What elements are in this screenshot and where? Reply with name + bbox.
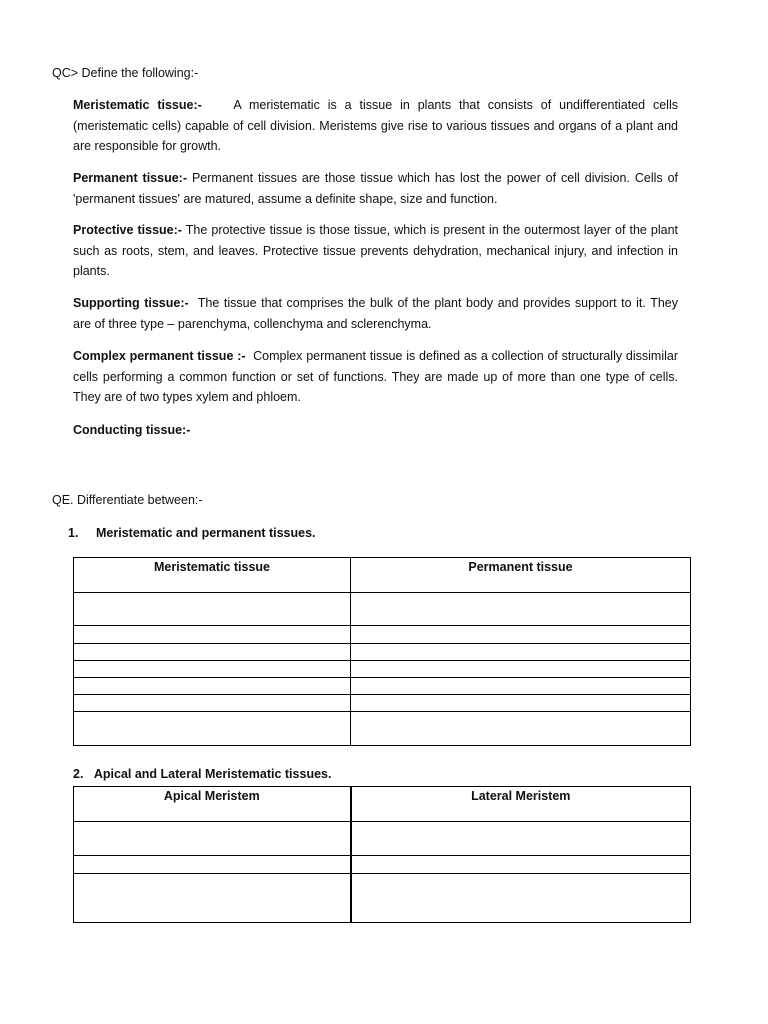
table2-cell[interactable] xyxy=(351,856,691,874)
table2-cell[interactable] xyxy=(74,874,351,923)
term-protective: Protective tissue:- xyxy=(73,223,182,237)
qe-item-1-title xyxy=(68,526,316,540)
table2-header-lateral: Lateral Meristem xyxy=(351,787,691,822)
table1-cell[interactable] xyxy=(351,661,691,678)
definition-conducting xyxy=(73,420,678,441)
qc-heading: QC> Define the following:- xyxy=(52,66,199,80)
definition-text-meristematic: A meristematic is a tissue in plants that consists of undifferentiated cells (meristematic cells) capable of cell division. Meristems give rise to various tissues and organs of a plant and are responsible for growth. xyxy=(73,98,678,153)
qe-heading: QE. Differentiate between:- xyxy=(52,493,203,507)
apical-vs-lateral-table xyxy=(73,786,691,923)
table1-cell[interactable] xyxy=(351,678,691,695)
table1-cell[interactable] xyxy=(74,661,351,678)
table2-cell[interactable] xyxy=(74,822,351,856)
definition-text-permanent: Permanent tissues are those tissue which has lost the power of cell division. Cells of 'permanent tissues' are matured, assume a definite shape, size and function. xyxy=(73,171,678,206)
table1-header-meristematic: Meristematic tissue xyxy=(74,558,351,593)
definition-text-complex-permanent: Complex permanent tissue is defined as a collection of structurally dissimilar cells performing a common function or set of functions. They are made up of more than one type of cells. They are of two types xylem and phloem. xyxy=(73,349,678,404)
definition-meristematic xyxy=(73,95,678,157)
qe-item-1-text: Meristematic and permanent tissues. xyxy=(96,526,316,540)
table1-cell[interactable] xyxy=(351,593,691,626)
table2-header-apical: Apical Meristem xyxy=(74,787,351,822)
table2-cell[interactable] xyxy=(351,822,691,856)
definition-complex-permanent xyxy=(73,346,678,408)
table1-cell[interactable] xyxy=(351,712,691,746)
table1-cell[interactable] xyxy=(74,593,351,626)
term-meristematic: Meristematic tissue:- xyxy=(73,98,202,112)
table1-cell[interactable] xyxy=(74,712,351,746)
meristematic-vs-permanent-table xyxy=(73,557,691,746)
definition-supporting xyxy=(73,293,678,334)
table1-header-permanent: Permanent tissue xyxy=(351,558,691,593)
qe-item-2-text: Apical and Lateral Meristematic tissues. xyxy=(93,767,332,781)
definition-protective xyxy=(73,220,678,282)
table1-cell[interactable] xyxy=(351,626,691,644)
table2-cell[interactable] xyxy=(74,856,351,874)
term-permanent: Permanent tissue:- xyxy=(73,171,187,185)
qe-item-1-number: 1. xyxy=(68,526,79,540)
table1-cell[interactable] xyxy=(74,678,351,695)
table1-cell[interactable] xyxy=(74,695,351,712)
qe-item-2-title xyxy=(73,767,331,781)
definition-permanent xyxy=(73,168,678,209)
term-complex-permanent: Complex permanent tissue :- xyxy=(73,349,246,363)
term-conducting: Conducting tissue:- xyxy=(73,423,191,437)
qe-item-2-number: 2. xyxy=(73,767,84,781)
table2-cell[interactable] xyxy=(351,874,691,923)
table1-cell[interactable] xyxy=(74,626,351,644)
table1-cell[interactable] xyxy=(351,644,691,661)
term-supporting: Supporting tissue:- xyxy=(73,296,189,310)
table1-cell[interactable] xyxy=(351,695,691,712)
table1-cell[interactable] xyxy=(74,644,351,661)
definition-text-supporting: The tissue that comprises the bulk of the plant body and provides support to it. They are of three type – parenchyma, collenchyma and sclerenchyma. xyxy=(73,296,678,331)
definition-text-protective: The protective tissue is those tissue, which is present in the outermost layer of the plant such as roots, stem, and leaves. Protective tissue prevents dehydration, mechanical injury, and infection in plants. xyxy=(73,223,679,278)
